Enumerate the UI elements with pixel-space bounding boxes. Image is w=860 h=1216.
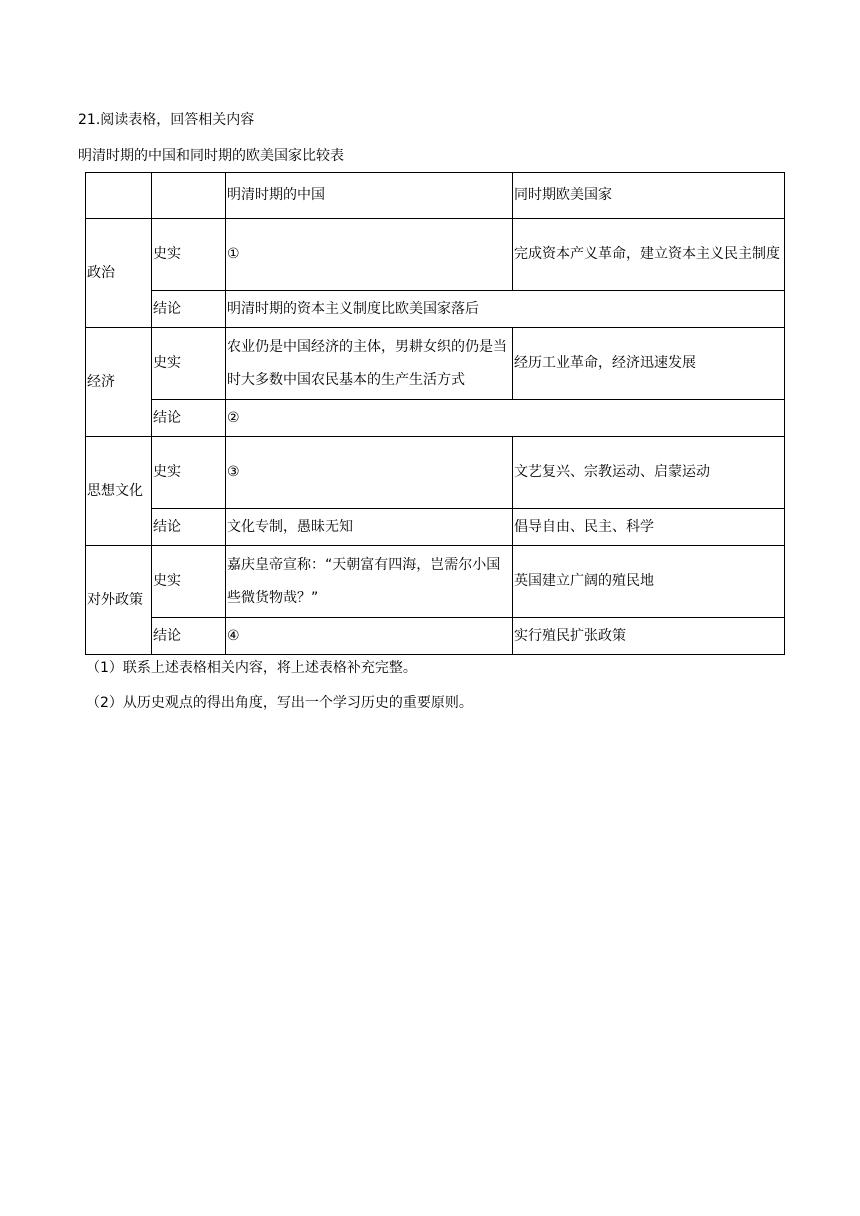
header-corner-cell xyxy=(86,173,152,219)
conclusion-label-cell: 结论 xyxy=(152,509,226,546)
conclusion-label-cell: 结论 xyxy=(152,400,226,437)
table-row xyxy=(86,328,785,400)
facts-label-cell: 史实 xyxy=(152,328,226,400)
table-row xyxy=(86,291,785,328)
subquestion-1: （1）联系上述表格相关内容，将上述表格补充完整。 xyxy=(86,660,417,676)
culture-facts-west-cell: 文艺复兴、宗教运动、启蒙运动 xyxy=(513,437,785,509)
politics-conclusion-cell: 明清时期的资本主义制度比欧美国家落后 xyxy=(226,291,785,328)
facts-label-cell: 史实 xyxy=(152,219,226,291)
table-row xyxy=(86,400,785,437)
foreign-facts-west-cell: 英国建立广阔的殖民地 xyxy=(513,546,785,618)
table-row xyxy=(86,509,785,546)
facts-label-cell: 史实 xyxy=(152,437,226,509)
header-west-cell: 同时期欧美国家 xyxy=(513,173,785,219)
table-caption: 明清时期的中国和同时期的欧美国家比较表 xyxy=(78,148,344,164)
facts-label-cell: 史实 xyxy=(152,546,226,618)
economy-facts-west-cell: 经历工业革命，经济迅速发展 xyxy=(513,328,785,400)
culture-conclusion-china-cell: 文化专制，愚昧无知 xyxy=(226,509,513,546)
foreign-conclusion-china-cell: ④ xyxy=(226,618,513,655)
politics-facts-china-cell: ① xyxy=(226,219,513,291)
table-row xyxy=(86,219,785,291)
conclusion-label-cell: 结论 xyxy=(152,618,226,655)
category-cell-politics: 政治 xyxy=(86,219,152,328)
subquestion-2: （2）从历史观点的得出角度，写出一个学习历史的重要原则。 xyxy=(86,695,473,711)
category-cell-culture: 思想文化 xyxy=(86,437,152,546)
category-cell-economy: 经济 xyxy=(86,328,152,437)
comparison-table xyxy=(85,172,785,655)
foreign-conclusion-west-cell: 实行殖民扩张政策 xyxy=(513,618,785,655)
culture-conclusion-west-cell: 倡导自由、民主、科学 xyxy=(513,509,785,546)
economy-facts-china-cell: 农业仍是中国经济的主体，男耕女织的仍是当时大多数中国农民基本的生产生活方式 xyxy=(226,328,513,400)
question-title: 21.阅读表格，回答相关内容 xyxy=(78,112,255,128)
table-header-row xyxy=(86,173,785,219)
header-china-cell: 明清时期的中国 xyxy=(226,173,513,219)
culture-facts-china-cell: ③ xyxy=(226,437,513,509)
conclusion-label-cell: 结论 xyxy=(152,291,226,328)
table-row xyxy=(86,546,785,618)
table-row xyxy=(86,618,785,655)
foreign-facts-china-cell: 嘉庆皇帝宣称：“天朝富有四海，岂需尔小国些微货物哉？” xyxy=(226,546,513,618)
category-cell-foreign: 对外政策 xyxy=(86,546,152,655)
politics-facts-west-cell: 完成资本产义革命，建立资本主义民主制度 xyxy=(513,219,785,291)
economy-conclusion-cell: ② xyxy=(226,400,785,437)
subquestions xyxy=(86,658,473,728)
table-row xyxy=(86,437,785,509)
header-corner-cell xyxy=(152,173,226,219)
